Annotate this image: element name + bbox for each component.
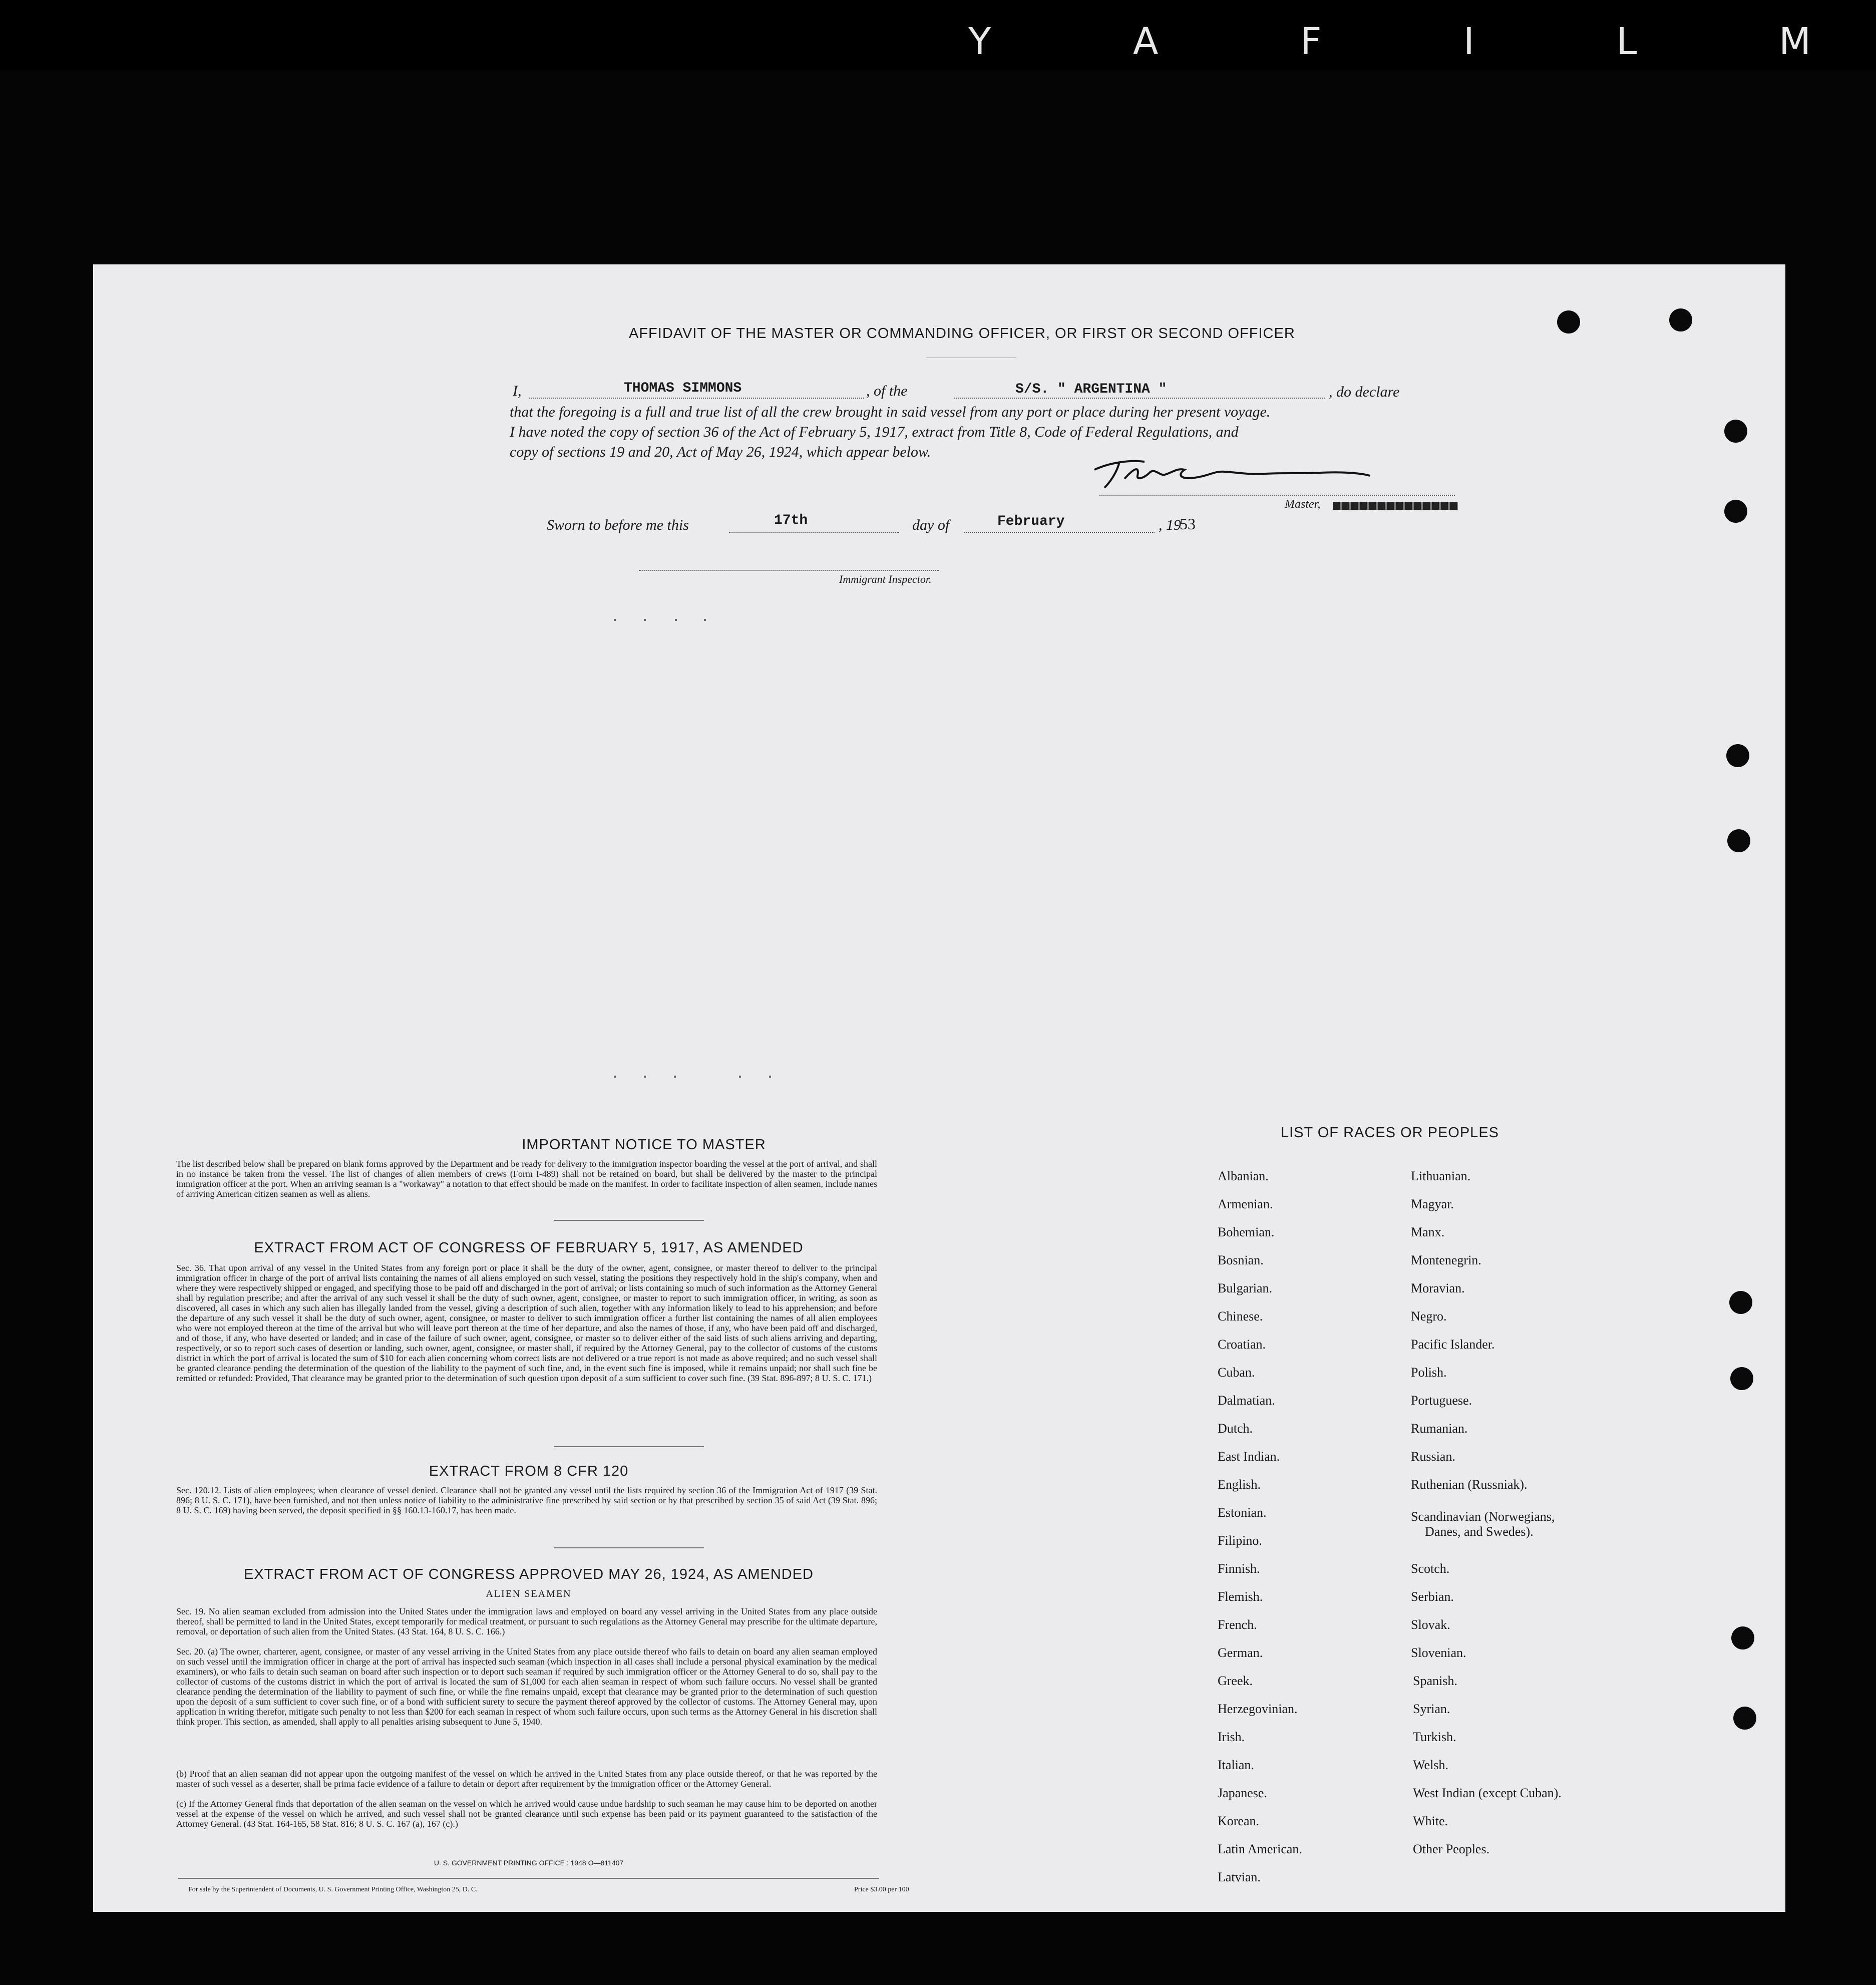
of-the-text: , of the (866, 383, 908, 399)
year-value: 53 (1180, 515, 1196, 533)
month-value: February (997, 514, 1065, 529)
footer-rule (178, 1878, 879, 1879)
race-left-item: Flemish. (1218, 1589, 1263, 1604)
races-title: LIST OF RACES OR PEOPLES (1280, 1125, 1499, 1141)
speck (644, 619, 646, 621)
race-left-item: Filipino. (1218, 1533, 1262, 1548)
speck (674, 1076, 676, 1078)
race-right-item: Other Peoples. (1413, 1842, 1490, 1856)
day-value: 17th (774, 513, 808, 528)
race-right-item: Slovak. (1411, 1617, 1450, 1632)
section-rule (554, 1446, 704, 1447)
race-left-item: Dutch. (1218, 1421, 1253, 1436)
sec-20a-text: Sec. 20. (a) The owner, charterer, agent, consignee, or master of any vessel arriving in the United States from any place outside thereof who fails to detain on board any alien seaman employed on such vessel until the immigration officer in charge at the port of arrival has inspected such seaman (which inspection in all cases shall include a personal physical examination by the medical examiners), or who fails to detain such seaman on board after such inspection or to deport such seaman if required by such immigration officer or the Attorney General to do so, shall pay to the collector of customs of the customs district in which the port of arrival is located the sum of $1,000 for each alien seaman in respect of whom such failure occurs. No vessel shall be granted clearance pending the determination of the liability to payment of such fine, or while the fine remains unpaid, except that clearance may be granted prior to the determination of such question upon the deposit of a sum sufficient to cover such fine, or of a bond with sufficient surety to secure the payment thereof approved by the collector of customs. The Attorney General may, upon application in writing therefor, mitigate such penalty to not less than $200 for each seaman in respect of whom such failure occurs, upon such terms as the Attorney General in his discretion shall think proper. This section, as amended, shall apply to all penalties arising subsequent to June 5, 1940. (176, 1646, 877, 1727)
race-left-item: Bulgarian. (1218, 1281, 1273, 1295)
race-right-item: Negro. (1411, 1309, 1447, 1324)
race-left-item: English. (1218, 1477, 1261, 1492)
race-left-item: Chinese. (1218, 1309, 1263, 1324)
race-right-item: Ruthenian (Russniak). (1411, 1477, 1528, 1492)
vessel-name: S/S. " ARGENTINA " (1015, 382, 1167, 397)
signature-line (1099, 495, 1455, 496)
race-left-item: Croatian. (1218, 1337, 1266, 1352)
race-right-item: Moravian. (1411, 1281, 1465, 1295)
race-right-item: Turkish. (1413, 1730, 1456, 1744)
race-left-item: Herzegovinian. (1218, 1702, 1298, 1716)
race-right-item: Spanish. (1413, 1674, 1457, 1688)
sworn-text: Sworn to before me this (547, 517, 689, 533)
inspector-line (639, 570, 939, 571)
race-left-item: Finnish. (1218, 1561, 1260, 1576)
race-right-item: Scandinavian (Norwegians, (1411, 1509, 1555, 1524)
race-right-item: Montenegrin. (1411, 1253, 1481, 1267)
race-left-item: Armenian. (1218, 1197, 1273, 1211)
extract-1917-title: EXTRACT FROM ACT OF CONGRESS OF FEBRUARY 5, 1917, AS AMENDED (254, 1240, 804, 1256)
punch-hole (1724, 420, 1747, 443)
race-right-item: Russian. (1411, 1449, 1455, 1464)
punch-hole (1669, 308, 1692, 332)
master-name: THOMAS SIMMONS (624, 381, 742, 396)
inspector-label: Immigrant Inspector. (839, 573, 932, 585)
affidavit-i: I, (513, 383, 522, 399)
sec-19-text: Sec. 19. No alien seaman excluded from admission into the United States under the immigration laws and employed on board any vessel arriving in the United States from any place outside thereof, shall be permitted to land in the United States, except temporarily for medical treatment, or pursuant to such regulations as the Attorney General may prescribe for the ultimate departure, removal, or deportation of such alien from the United States. (43 Stat. 164, 8 U. S. C. 166.) (176, 1606, 877, 1636)
extract-cfr-text: Sec. 120.12. Lists of alien employees; when clearance of vessel denied. Clearance shall not be granted any vessel until the lists required by section 36 of the Immigration Act of 1917 (39 Stat. 896; 8 U. S. C. 171), have been furnished, and not then unless notice of liability to the administrative fine prescribed by said section or by that prescribed by section 35 of said Act (39 Stat. 896; 8 U. S. C. 169) having been served, the deposit specified in §§ 160.13-160.17, has been made. (176, 1485, 877, 1515)
race-left-item: Latin American. (1218, 1842, 1302, 1856)
sale-notice: For sale by the Superintendent of Documents, U. S. Government Printing Office, Washington 25, D. C. (188, 1886, 478, 1893)
extract-1924-title: EXTRACT FROM ACT OF CONGRESS APPROVED MAY 26, 1924, AS AMENDED (244, 1566, 814, 1582)
race-right-item: Serbian. (1411, 1589, 1454, 1604)
punch-hole (1731, 1626, 1754, 1649)
alien-seamen-subtitle: ALIEN SEAMEN (486, 1588, 572, 1599)
year-prefix: , 19 (1159, 517, 1181, 533)
extract-cfr-title: EXTRACT FROM 8 CFR 120 (429, 1463, 629, 1479)
day-line (729, 532, 899, 533)
name-line (529, 398, 864, 399)
notice-text: The list described below shall be prepared on blank forms approved by the Department and be ready for delivery to the immigration inspector boarding the vessel at the port of arrival, and shall in no instance be taken from the vessel. The list of changes of alien members of crews (Form I-489) shall not be retained on board, but shall be delivered by the master to the principal immigration officer at the port. When an arriving seaman is a "workaway" a notation to that effect should be made on the manifest. In order to facilitate inspection of alien seamen, include names of arriving American citizen seamen as well as aliens. (176, 1159, 877, 1199)
master-label: Master, (1285, 498, 1321, 511)
race-left-item: Latvian. (1218, 1870, 1261, 1884)
struck-out-title (1333, 502, 1458, 510)
race-right-item: Lithuanian. (1411, 1169, 1471, 1183)
section-rule (554, 1220, 704, 1221)
race-right-item: Magyar. (1411, 1197, 1454, 1211)
race-left-item: French. (1218, 1617, 1257, 1632)
affidavit-line-3: I have noted the copy of section 36 of the Act of February 5, 1917, extract from Title 8, Code of Federal Regulations, and (510, 424, 1239, 440)
race-right-item: Manx. (1411, 1225, 1445, 1239)
punch-hole (1730, 1367, 1753, 1390)
speck (644, 1076, 646, 1078)
section-rule (554, 1547, 704, 1548)
printer-line: U. S. GOVERNMENT PRINTING OFFICE : 1948 O—811407 (434, 1859, 624, 1867)
race-left-item: Japanese. (1218, 1786, 1267, 1800)
punch-hole (1727, 829, 1750, 852)
race-left-item: Bosnian. (1218, 1253, 1264, 1267)
speck (769, 1076, 771, 1078)
price-notice: Price $3.00 per 100 (854, 1886, 909, 1893)
race-right-item: West Indian (except Cuban). (1413, 1786, 1562, 1800)
race-left-item: Estonian. (1218, 1505, 1267, 1520)
race-right-item: Slovenian. (1411, 1645, 1466, 1660)
race-right-item: Polish. (1411, 1365, 1447, 1380)
day-of-text: day of (912, 517, 950, 533)
do-declare-text: , do declare (1329, 384, 1400, 400)
race-left-item: Cuban. (1218, 1365, 1255, 1380)
affidavit-title: AFFIDAVIT OF THE MASTER OR COMMANDING OFFICER, OR FIRST OR SECOND OFFICER (629, 325, 1295, 342)
race-left-item: Dalmatian. (1218, 1393, 1275, 1408)
sec-20b-text: (b) Proof that an alien seaman did not appear upon the outgoing manifest of the vessel on which he arrived in the United States from any place outside thereof, or that he was reported by the master of such vessel as a deserter, shall be prima facie evidence of a failure to detain or deport after requirement by the immigration officer or the Attorney General. (176, 1769, 877, 1789)
race-right-item: Danes, and Swedes). (1425, 1524, 1534, 1539)
race-left-item: Korean. (1218, 1814, 1260, 1828)
punch-hole (1557, 310, 1580, 334)
master-signature (1089, 453, 1390, 493)
sec-20c-text: (c) If the Attorney General finds that deportation of the alien seaman on the vessel on which he arrived would cause undue hardship to such seaman he may cause him to be deported on another vessel at the expense of the vessel on which he arrived, and such vessel shall not be granted clearance until such expense has been paid or its payment guaranteed to the satisfaction of the Attorney General. (43 Stat. 164-165, 58 Stat. 816; 8 U. S. C. 167 (a), 167 (c).) (176, 1799, 877, 1829)
race-right-item: Syrian. (1413, 1702, 1450, 1716)
speck (739, 1076, 741, 1078)
race-left-item: German. (1218, 1645, 1263, 1660)
race-right-item: White. (1413, 1814, 1448, 1828)
punch-hole (1729, 1291, 1752, 1314)
vessel-line (954, 398, 1325, 399)
punch-hole (1733, 1707, 1756, 1730)
affidavit-line-4: copy of sections 19 and 20, Act of May 26, 1924, which appear below. (510, 444, 931, 460)
film-edge-marks: Y A F I L M (968, 20, 1876, 63)
notice-title: IMPORTANT NOTICE TO MASTER (522, 1137, 766, 1153)
race-right-item: Pacific Islander. (1411, 1337, 1495, 1352)
race-left-item: Albanian. (1218, 1169, 1269, 1183)
race-right-item: Rumanian. (1411, 1421, 1468, 1436)
affidavit-line-2: that the foregoing is a full and true list of all the crew brought in said vessel from any port or place during her present voyage. (510, 404, 1271, 420)
punch-hole (1726, 744, 1749, 767)
race-left-item: Irish. (1218, 1730, 1245, 1744)
race-left-item: Italian. (1218, 1758, 1254, 1772)
race-right-item: Scotch. (1411, 1561, 1450, 1576)
document-page (93, 264, 1785, 1912)
punch-hole (1724, 500, 1747, 523)
film-border (0, 0, 1876, 70)
speck (675, 619, 677, 621)
speck (614, 619, 616, 621)
speck (704, 619, 706, 621)
race-left-item: East Indian. (1218, 1449, 1280, 1464)
race-right-item: Portuguese. (1411, 1393, 1472, 1408)
month-line (964, 532, 1155, 533)
extract-1917-text: Sec. 36. That upon arrival of any vessel in the United States from any foreign port or place it shall be the duty of the owner, agent, consignee, or master thereof to deliver to the principal immigration officer in charge of the port of arrival lists containing the names of all aliens employed on such vessel, stating the positions they respectively hold in the ship's company, when and where they were respectively shipped or engaged, and specifying those to be paid off and discharged in the port of arrival; or lists containing so much of such information as the Attorney General shall by regulation prescribe; and after the arrival of any such vessel it shall be the duty of such owner, agent, consignee, or master to report to such immigration officer, in writing, as soon as discovered, all cases in which any such alien has illegally landed from the vessel, giving a description of such alien, together with any information likely to lead to his apprehension; and before the departure of any such vessel it shall be the duty of such owner, agent, consignee, or master to deliver to such immigration officer a further list containing the names of all alien employees who were not employed thereon at the time of the arrival but who will leave port thereon at the time of her departure, and also the names of those, if any, who have been paid off and discharged, and of those, if any, who have deserted or landed; and in case of the failure of such owner, agent, consignee, or master so to deliver either of the said lists of such aliens arriving and departing, respectively, or so to report such cases of desertion or landing, such owner, agent, consignee, or master shall, if required by the Attorney General, pay to the collector of customs of the customs district in which the port of arrival is located the sum of $10 for each alien concerning whom correct lists are not delivered or a true report is not made as above required; and no such vessel shall be granted clearance pending the determination of the question of the liability to the payment of such fine, and, in the event such fine is imposed, while it remains unpaid; nor shall such fine be remitted or refunded: Provided, That clearance may be granted prior to the determination of such question upon deposit of a sum sufficient to cover such fine. (39 Stat. 896-897; 8 U. S. C. 171.) (176, 1263, 877, 1383)
race-left-item: Bohemian. (1218, 1225, 1275, 1239)
race-right-item: Welsh. (1413, 1758, 1448, 1772)
race-left-item: Greek. (1218, 1674, 1253, 1688)
speck (614, 1076, 616, 1078)
